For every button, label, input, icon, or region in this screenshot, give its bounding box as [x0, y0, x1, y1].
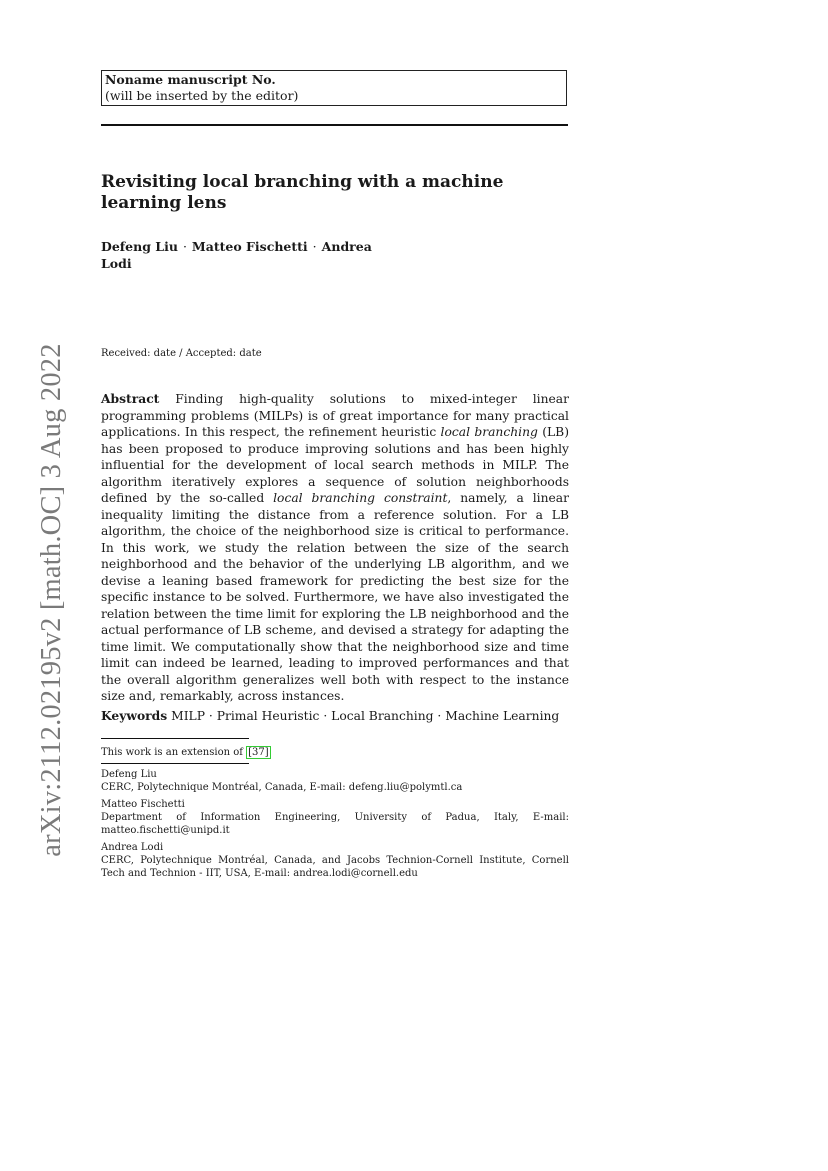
citation-link[interactable]: [37] [248, 747, 269, 758]
header-rule [101, 124, 568, 126]
abstract-text: Finding high-quality solutions to mixed-integer linear programming problems (MILPs) is of great importance for many practical applications. In this respect, the refinement heuristic [101, 392, 569, 439]
author-name: Defeng Liu [101, 239, 178, 254]
affiliation-detail: CERC, Polytechnique Montréal, Canada, E-mail: defeng.liu@polymtl.ca [101, 782, 463, 793]
author-name: Matteo Fischetti [191, 239, 308, 254]
abstract [101, 391, 569, 705]
footnote-underline [101, 763, 249, 764]
keywords [101, 708, 569, 725]
keywords-label: Keywords [101, 708, 168, 723]
affiliation-name: Matteo Fischetti [101, 799, 185, 810]
footnote-rule [101, 738, 249, 739]
affiliation-name: Defeng Liu [101, 769, 157, 780]
author-separator: · [182, 239, 187, 254]
abstract-label: Abstract [101, 391, 160, 406]
received-date: Received: date / Accepted: date [101, 348, 262, 359]
manuscript-note: (will be inserted by the editor) [105, 88, 299, 103]
affiliation-detail: Department of Information Engineering, University of Padua, Italy, E-mail: matteo.fischetti@unipd.it [101, 812, 569, 836]
affiliation [101, 841, 569, 880]
abstract-emphasis: local branching [440, 425, 538, 439]
manuscript-box [101, 70, 567, 106]
abstract-text: (LB) has been proposed to produce improving solutions and has been highly influential for the development of local search methods in MILP. The algorithm iteratively explores a sequence of solution neighborhoods defined by the so-called [101, 425, 569, 505]
manuscript-label: Noname manuscript No. [105, 72, 276, 87]
affiliation-detail: CERC, Polytechnique Montréal, Canada, and Jacobs Technion-Cornell Institute, Cornell Tech and Technion - IIT, USA, E-mail: andrea.lodi@cornell.edu [101, 855, 569, 879]
author-separator: · [312, 239, 317, 254]
abstract-emphasis: local branching constraint [273, 491, 448, 505]
affiliations [101, 768, 569, 884]
footnote [101, 746, 271, 759]
keywords-text: MILP · Primal Heuristic · Local Branching · Machine Learning [171, 709, 560, 723]
author-list [101, 238, 401, 272]
author-name: Andrea Lodi [101, 239, 372, 271]
arxiv-identifier: arXiv:2112.02195v2 [math.OC] 3 Aug 2022 [36, 343, 67, 857]
abstract-text: , namely, a linear inequality limiting the distance from a reference solution. For a LB algorithm, the choice of the neighborhood size is critical to performance. In this work, we study the relation between the size of the search neighborhood and the behavior of the underlying LB algorithm, and we devise a leaning based framework for predicting the best size for the specific instance to be solved. Furthermore, we have also investigated the relation between the time limit for exploring the LB neighborhood and the actual performance of LB scheme, and devised a strategy for adapting the time limit. We computationally show that the neighborhood size and time limit can indeed be learned, leading to improved performances and that the overall algorithm generalizes well both with respect to the instance size and, remarkably, across instances. [101, 491, 569, 703]
affiliation [101, 798, 569, 837]
affiliation [101, 768, 569, 794]
footnote-text: This work is an extension of [101, 747, 247, 758]
affiliation-name: Andrea Lodi [101, 842, 164, 853]
paper-title: Revisiting local branching with a machine learning lens [101, 172, 504, 213]
